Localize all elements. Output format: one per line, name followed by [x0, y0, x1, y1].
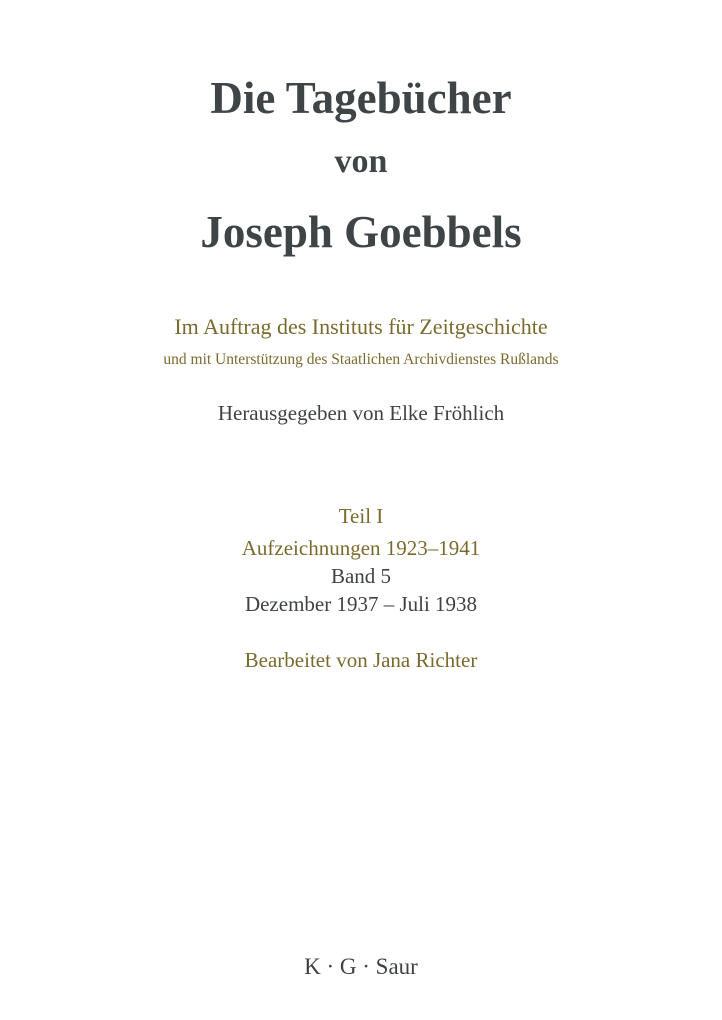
volume-label: Band 5	[330, 564, 392, 588]
title-line-1: Die Tagebücher	[210, 73, 512, 123]
publisher-imprint: K · G · Saur	[304, 954, 418, 979]
commission-line-1: Im Auftrag des Instituts für Zeitgeschichte	[174, 314, 548, 339]
title-line-3: Joseph Goebbels	[200, 207, 522, 257]
records-range: Aufzeichnungen 1923–1941	[241, 536, 481, 560]
commission-line-2: und mit Unterstützung des Staatlichen Archivdienstes Rußlands	[163, 351, 559, 368]
editor-line: Herausgegeben von Elke Fröhlich	[217, 401, 505, 425]
revised-by: Bearbeitet von Jana Richter	[244, 648, 478, 672]
date-range: Dezember 1937 – Juli 1938	[244, 592, 478, 616]
title-line-2: von	[334, 143, 388, 180]
part-label: Teil I	[338, 504, 384, 528]
